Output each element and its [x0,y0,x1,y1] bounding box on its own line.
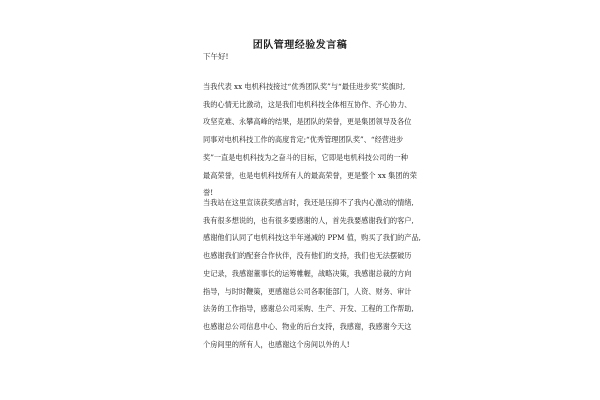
paragraph-line: 感谢他们认同了电机科技这半年递减的 PPM 值，购买了我们的产品, [203,233,421,243]
paragraph-line: 法务的工作指导，感谢总公司采购、生产、开发、工程的工作帮助, [203,304,414,314]
paragraph-line: 指导，与时时鞭策，更感谢总公司各职能部门，人资、财务、审计 [203,286,412,296]
paragraph-line: 攻坚克难、永攀高峰的结果，是团队的荣誉，更是集团领导及各位 [203,117,412,127]
paragraph-line: 奖”一直是电机科技为之奋斗的目标，它即是电机科技公司的一种 [203,152,408,162]
paragraph-line: 当我代表 xx 电机科技接过“优秀团队奖”与“最佳进步奖”奖旗时, [203,82,406,91]
paragraph-line: 我的心情无比激动，这是我们电机科技全体相互协作、齐心协力、 [203,99,412,109]
paragraph-line: 史记录，我感谢董事长的运筹帷幄，战略决策，我感谢总裁的方向 [203,268,412,278]
paragraph-line: 也感谢总公司信息中心、物业的后台支持，我感谢，我感谢今天这 [203,321,412,331]
greeting: 下午好! [203,52,229,61]
paragraph-line: 誉! [203,188,214,198]
paragraph-line: 也感谢我们的配套合作伙伴，没有他们的支持，我们也无法摆破历 [203,251,412,261]
paragraph-line: 当我站在这里宣读获奖感言时，我还是压抑不了我内心激动的情绪, [203,198,414,207]
paragraph-line: 个房间里的所有人，也感谢这个房间以外的人! [203,339,350,349]
paragraph-line: 同事对电机科技工作的高度肯定;“优秀管理团队奖”、“经营进步 [203,135,404,145]
paragraph-1 [203,78,417,202]
paragraph-line: 最高荣誉，也是电机科技所有人的最高荣誉，更是整个 xx 集团的荣 [203,170,417,180]
paragraph-2 [203,194,421,353]
page-title: 团队管理经验发言稿 [252,40,348,51]
paragraph-line: 我有很多想说的，也有很多要感谢的人，首先我要感谢我们的客户, [203,215,414,225]
